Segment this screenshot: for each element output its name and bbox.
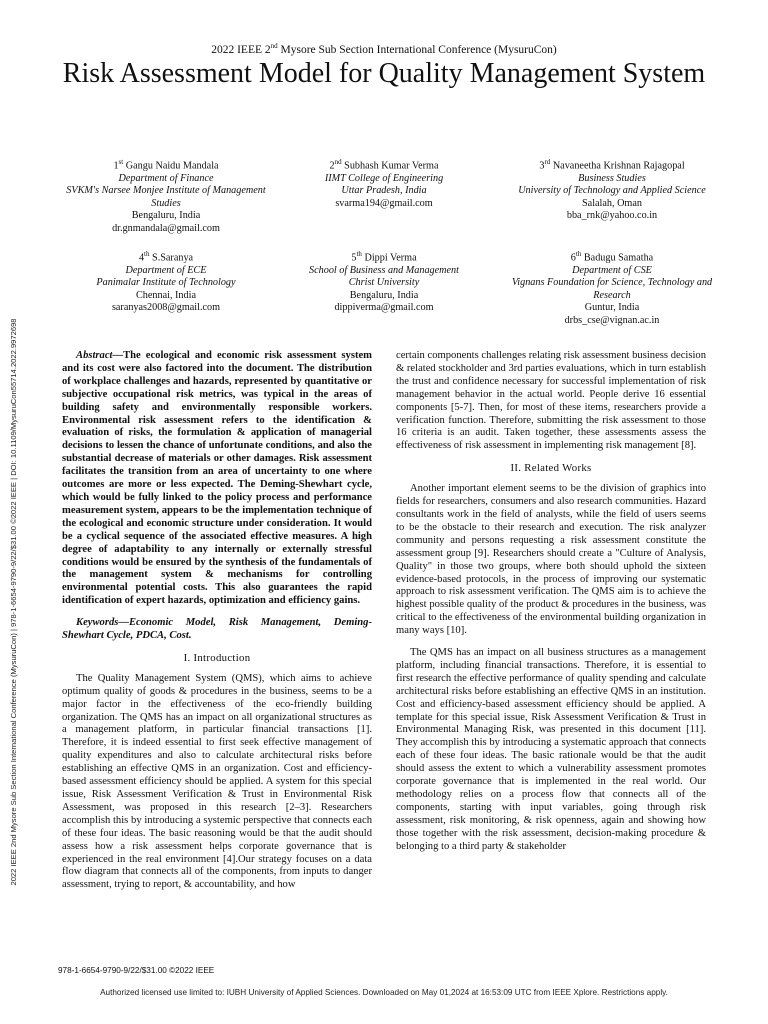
author-4: 4th S.Saranya Department of ECE Panimalar Institute of Technology Chennai, India saranyas2008@gmail.com xyxy=(96,250,236,314)
left-column xyxy=(62,350,372,901)
author-6: 6th Badugu Samatha Department of CSE Vignans Foundation for Science, Technology and Research Guntur, India drbs_cse@vignan.ac.in xyxy=(511,250,713,326)
right-column xyxy=(396,350,706,863)
side-doi-strip: 2022 IEEE 2nd Mysore Sub Section International Conference (MysuruCon) | 978-1-6654-9790-9/22/$31.00 ©2022 IEEE | DOI: 10.1109/MysuruCon55714.2022.9972698 xyxy=(9,318,18,886)
author-1: 1st Gangu Naidu Mandala Department of Finance SVKM's Narsee Monjee Institute of Management Studies Bengaluru, India dr.gnmandala@gmail.com xyxy=(66,158,266,234)
author-5: 5th Dippi Verma School of Business and Management Christ University Bengaluru, India dippiverma@gmail.com xyxy=(309,250,459,314)
section-heading-introduction: I. Introduction xyxy=(183,651,251,664)
intro-continued-paragraph: certain components challenges relating risk assessment business decision & related stockholder and 3rd parties evaluations, which in turn establish the trust and confidence necessary for successful implementation of risk management behavior in the actual world. People derive 16 essential components [5-7]. Then, for most of these items, researchers provide a verification function. Therefore, submitting the risk assessment to those 16 criteria is an audit. Taken together, these assessments assess the effectiveness of risk assessment in implementing risk management [8]. xyxy=(396,350,706,452)
intro-paragraph: The Quality Management System (QMS), which aims to achieve optimum quality of goods & procedures in the business, seems to be a major factor in the effectiveness of the eco-friendly building organization. The QMS has an impact on all organizational structures as a management platform, in particular financial transactions [1]. Therefore, it is indeed essential to first seek effective management of quality expenditures and also to calculate architectural risks before establishing an effective QMS in an organization. Cost and efficiency-based assessment efficiency should be applied. A system for this special issue, Risk Assessment Verification & Trust in Environmental Risk Assessment, was proposed in this research [2–3]. Researchers accomplish this by introducing a systemic perspective that connects each of these four ideas. The basic reasoning would be that the audit should assess how a risk assessment helps corporate governance that is experienced in the real environment [4].Our strategy focuses on a data flow diagram that connects all of the components, from inputs to danger assessment, trying to report, & accountability, and how xyxy=(62,672,372,891)
abstract: Abstract—The ecological and economic risk assessment system and its cost were also factored into the document. The distribution of workplace challenges and hazards, represented by quantitative or subjective occupational risk metrics, was typical in the areas of building safety and environmentally responsible workers. Environmental risk assessment refers to the identification & evaluation of risks, the formulation & application of managerial decisions to lessen the chance of unfortunate conditions, and also the substantial decrease of materials or other damages. Risk assessment facilitates the transition from an area of uncertainty to one where outcomes are more or less expected. The Deming-Shewhart cycle, which would be fully linked to the policy process and performance measurement system, appears to be the implementation technique of the ecological and economic structure under consideration. It would be a cyclical sequence of the associated effective measures. A high degree of adaptability to any internally or externally stressful conditions would be ensured by the synthesis of the fundamentals of the management system & mechanisms for controlling environmental potential costs. This also guarantees the rapid identification of expert hazards, optimization and efficiency gains. xyxy=(62,350,372,607)
related-works-paragraph-2: The QMS has an impact on all business structures as a management platform, including financial transactions. Therefore, it is essential to first research the effective performance of quality spending and calculate architectural risks before establishing an effective QMS in an institution. Cost and efficiency-based assessment efficiency should be applied. A template for this special issue, Risk Assessment Verification & Trust in Environmental Managing Risk, was presented in this document [11]. They accomplish this by introducing a systematic approach that connects each of these four ideas. The basic rationale would be that the audit should assess the extent to which a vulnerability assessment promotes corporate governance that is implemented in the real world. Our methodology relies on a process flow that connects all of the components, starting with input variables, going through risk assessment, risk monitoring, & risk openness, again and showing how those together with the risk assessment, decision-making procedure & belonging to a third party & stakeholder xyxy=(396,647,706,852)
authorized-use-notice: Authorized licensed use limited to: IUBH University of Applied Sciences. Downloaded on May 01,2024 at 16:53:09 UTC from IEEE Xplore. Restrictions apply. xyxy=(100,988,668,997)
copyright-line: 978-1-6654-9790-9/22/$31.00 ©2022 IEEE xyxy=(58,966,215,975)
section-heading-related-works: II. Related Works xyxy=(510,462,592,475)
related-works-paragraph-1: Another important element seems to be the division of graphics into fields for researchers, consumers and also research communities. Hazard consultants work in the field of analysts, while the field of users seems to be the obstacle to their research and execution. The risk analyzer community and persons requesting a risk assessment constitute the assessment group [9]. Researchers should create a "Culture of Analysis, Quality" in those two groups, where both should uphold the sixteen evidence-based protocols, in the process of improving our systematic approach to risk assessment verification. The QMS aim is to achieve the highest possible quality of the product & procedures in the business, was critical to the effectiveness of the environmental building organization in many ways [10]. xyxy=(396,483,706,637)
conference-header: 2022 IEEE 2nd Mysore Sub Section International Conference (MysuruCon) xyxy=(211,42,557,56)
keywords: Keywords—Economic Model, Risk Management, Deming-Shewhart Cycle, PDCA, Cost. xyxy=(62,617,372,642)
author-2: 2nd Subhash Kumar Verma IIMT College of Engineering Uttar Pradesh, India svarma194@gmail.com xyxy=(324,158,444,209)
author-3: 3rd Navaneetha Krishnan Rajagopal Business Studies University of Technology and Applied Science Salalah, Oman bba_rnk@yahoo.co.in xyxy=(518,158,706,222)
paper-title: Risk Assessment Model for Quality Management System xyxy=(62,58,706,89)
